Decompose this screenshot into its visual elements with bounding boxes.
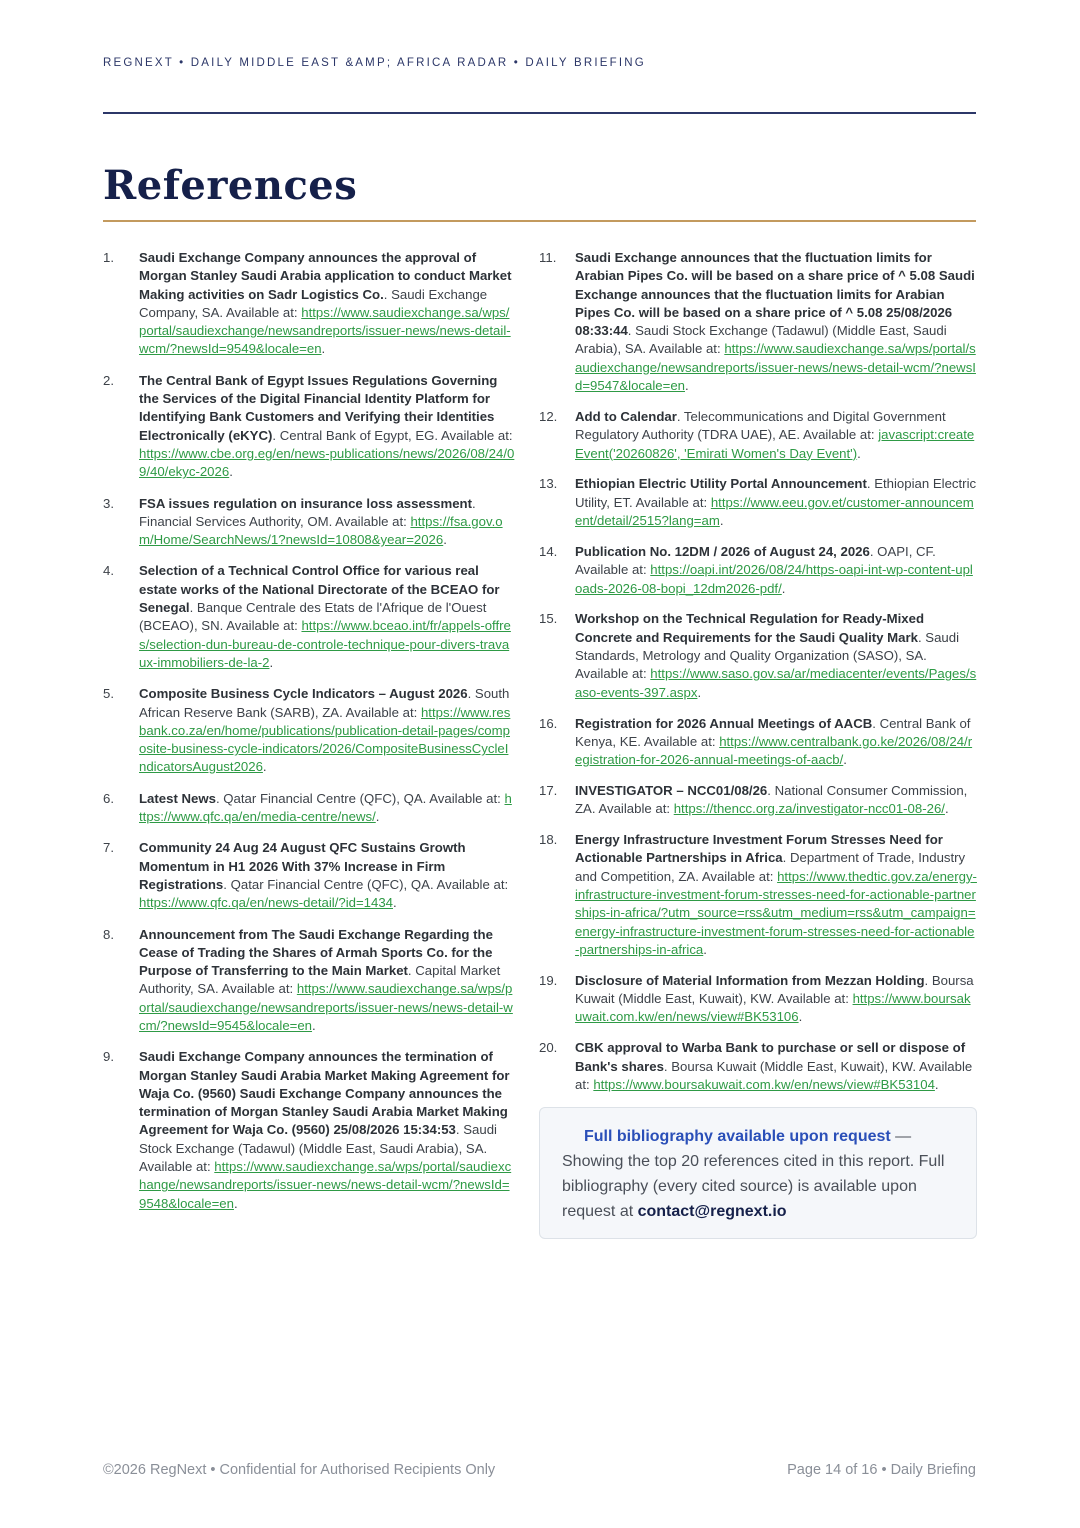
reference-source: . Saudi Stock Exchange (Tadawul) (Middle East, Saudi Arabia), SA. Available at:	[139, 1122, 497, 1175]
reference-source: . Banque Centrale des Etats de l'Afrique de l'Ouest (BCEAO), SN. Available at:	[139, 600, 487, 634]
references-column-left	[103, 249, 515, 1226]
reference-source: . Department of Trade, Industry and Competition, ZA. Available at:	[575, 850, 966, 884]
reference-number: 12.	[539, 408, 558, 424]
reference-link[interactable]: https://www.centralbank.go.ke/2026/08/24/registration-for-2026-annual-meetings-of-aacb/	[575, 733, 973, 768]
reference-number: 14.	[539, 543, 558, 559]
reference-link[interactable]: https://www.boursakuwait.com.kw/en/news/view#BK53104	[593, 1076, 935, 1092]
reference-source: . Capital Market Authority, SA. Available at:	[139, 963, 501, 997]
reference-number: 17.	[539, 782, 558, 798]
reference-source: . Boursa Kuwait (Middle East, Kuwait), KW. Available at:	[575, 1058, 973, 1092]
reference-number: 13.	[539, 476, 558, 492]
reference-link[interactable]: https://thencc.org.za/investigator-ncc01-08-26/	[673, 801, 945, 817]
reference-link[interactable]: https://www.thedtic.gov.za/energy-infrastructure-investment-forum-stresses-need-for-actionable-partnerships-in-africa/?utm_source=rss&utm_medium=rss&utm_campaign=energy-infrastructure-investment-forum-stresses-need-for-actionable-partnerships-in-africa	[575, 868, 977, 957]
reference-title: Energy Infrastructure Investment Forum Stresses Need for Actionable Partnerships in Africa	[575, 832, 943, 866]
reference-number: 18.	[539, 832, 558, 848]
reference-title: Composite Business Cycle Indicators – August 2026	[139, 686, 468, 702]
reference-item: 19. Disclosure of Material Information from Mezzan Holding. Boursa Kuwait (Middle East, Kuwait), KW. Available at: https://www.boursakuwait.com.kw/en/news/view#BK53106.	[539, 972, 974, 1025]
reference-source: . Central Bank of Kenya, KE. Available at:	[575, 715, 971, 749]
reference-number: 16.	[539, 715, 558, 731]
reference-item: 1. Saudi Exchange Company announces the approval of Morgan Stanley Saudi Arabia application to conduct Market Making activities on Sadr Logistics Co.. Saudi Exchange Company, SA. Available at: https://www.saudiexchange.sa/wps/portal/saudiexchange/newsandreports/issuer-news/news-detail-wcm/?newsId=9549&locale=en.	[103, 250, 512, 357]
reference-source: . Boursa Kuwait (Middle East, Kuwait), KW. Available at:	[575, 972, 974, 1007]
reference-number: 15.	[539, 611, 558, 627]
reference-source: . Qatar Financial Centre (QFC), QA. Available at:	[223, 876, 509, 892]
footer-copyright: ©2026 RegNext • Confidential for Authorised Recipients Only	[103, 1462, 496, 1478]
reference-number: 9.	[103, 1049, 114, 1065]
reference-source: . Saudi Stock Exchange (Tadawul) (Middle East, Saudi Arabia), SA. Available at:	[575, 323, 947, 357]
reference-item: 7. Community 24 Aug 24 August QFC Sustains Growth Momentum in H1 2026 With 37% Increase in Firm Registrations. Qatar Financial Centre (QFC), QA. Available at: https://www.qfc.qa/en/news-detail/?id=1434.	[103, 840, 509, 911]
reference-number: 3.	[103, 495, 114, 511]
reference-number: 19.	[539, 972, 558, 988]
reference-title: CBK approval to Warba Bank to purchase or sell or dispose of Bank's shares	[575, 1040, 966, 1074]
reference-link[interactable]: https://fsa.gov.om/Home/SearchNews/1?newsId=10808&year=2026	[139, 513, 503, 548]
reference-item: 13. Ethiopian Electric Utility Portal Announcement. Ethiopian Electric Utility, ET. Available at: https://www.eeu.gov.et/customer-announcement/detail/2515?lang=am.	[539, 476, 977, 529]
reference-number: 6.	[103, 790, 114, 806]
reference-title: Latest News	[139, 790, 216, 806]
reference-title: Community 24 Aug 24 August QFC Sustains Growth Momentum in H1 2026 With 37% Increase in Firm Registrations	[139, 840, 466, 892]
reference-item: 3. FSA issues regulation on insurance loss assessment. Financial Services Authority, OM. Available at: https://fsa.gov.om/Home/SearchNews/1?newsId=10808&year=2026.	[103, 495, 503, 548]
reference-link[interactable]: https://www.saudiexchange.sa/wps/portal/saudiexchange/newsandreports/issuer-news/news-detail-wcm/?newsId=9545&locale=en	[139, 981, 513, 1033]
reference-item: 14. Publication No. 12DM / 2026 of August 24, 2026. OAPI, CF. Available at: https://oapi.int/2026/08/24/https-oapi-int-wp-content-uploads-2026-08-bopi_12dm2026-pdf/.	[539, 543, 973, 596]
bibliography-note-body: Showing the top 20 references cited in this report. Full bibliography (every cited source) is available upon request at	[562, 1153, 945, 1221]
reference-link[interactable]: https://www.saudiexchange.sa/wps/portal/saudiexchange/newsandreports/issuer-news/news-detail-wcm/?newsId=9547&locale=en	[575, 341, 976, 394]
footer-page-info: Page 14 of 16 • Daily Briefing	[787, 1462, 976, 1478]
reference-title: Ethiopian Electric Utility Portal Announcement	[575, 476, 867, 492]
reference-link[interactable]: https://www.qfc.qa/en/media-centre/news/	[139, 790, 512, 825]
reference-source: . Qatar Financial Centre (QFC), QA. Available at:	[215, 790, 505, 806]
reference-number: 4.	[103, 563, 114, 579]
reference-item: 11. Saudi Exchange announces that the fluctuation limits for Arabian Pipes Co. will be based on a share price of ^ 5.08 Saudi Exchange announces that the fluctuation limits for Arabian Pipes Co. will be based on a share price of ^ 5.08 25/08/2026 08:33:44. Saudi Stock Exchange (Tadawul) (Middle East, Saudi Arabia), SA. Available at: https://www.saudiexchange.sa/wps/portal/saudiexchange/newsandreports/issuer-news/news-detail-wcm/?newsId=9547&locale=en.	[539, 250, 976, 394]
reference-source: . National Consumer Commission, ZA. Available at:	[575, 782, 968, 817]
reference-title: Announcement from The Saudi Exchange Regarding the Cease of Trading the Shares of Armah Sports Co. for the Purpose of Transferring to the Main Market	[139, 926, 493, 979]
reference-number: 5.	[103, 686, 114, 702]
reference-item: 16. Registration for 2026 Annual Meetings of AACB. Central Bank of Kenya, KE. Available at: https://www.centralbank.go.ke/2026/08/24/registration-for-2026-annual-meetings-of-aacb/.	[539, 715, 973, 768]
reference-number: 8.	[103, 926, 114, 942]
reference-item: 18. Energy Infrastructure Investment Forum Stresses Need for Actionable Partnerships in Africa. Department of Trade, Industry and Competition, ZA. Available at: https://www.thedtic.gov.za/energy-infrastructure-investment-forum-stresses-need-for-actionable-partnerships-in-africa/?utm_source=rss&utm_medium=rss&utm_campaign=energy-infrastructure-investment-forum-stresses-need-for-actionable-partnerships-in-africa.	[539, 832, 977, 957]
reference-link[interactable]: https://www.saso.gov.sa/ar/mediacenter/events/Pages/saso-events-397.aspx	[575, 666, 977, 700]
reference-title: Publication No. 12DM / 2026 of August 24, 2026	[575, 543, 870, 559]
reference-number: 7.	[103, 840, 114, 856]
references-column-right	[539, 249, 977, 1239]
header-divider	[103, 112, 976, 114]
reference-title: INVESTIGATOR – NCC01/08/26	[575, 782, 768, 798]
reference-source: . Telecommunications and Digital Government Regulatory Authority (TDRA UAE), AE. Available at:	[575, 408, 946, 443]
reference-link[interactable]: https://www.bceao.int/fr/appels-offres/selection-dun-bureau-de-controle-technique-pour-divers-travaux-immobiliers-de-la-2	[139, 618, 511, 670]
reference-item: 8. Announcement from The Saudi Exchange Regarding the Cease of Trading the Shares of Armah Sports Co. for the Purpose of Transferring to the Main Market. Capital Market Authority, SA. Available at: https://www.saudiexchange.sa/wps/portal/saudiexchange/newsandreports/issuer-news/news-detail-wcm/?newsId=9545&locale=en.	[103, 926, 513, 1033]
running-header: REGNEXT • DAILY MIDDLE EAST &AMP; AFRICA RADAR • DAILY BRIEFING	[103, 57, 646, 69]
reference-title: FSA issues regulation on insurance loss assessment	[139, 495, 472, 511]
reference-source: . Financial Services Authority, OM. Available at:	[139, 495, 476, 529]
reference-item: 15. Workshop on the Technical Regulation for Ready-Mixed Concrete and Requirements for the Saudi Quality Mark. Saudi Standards, Metrology and Quality Organization (SASO), SA. Available at: https://www.saso.gov.sa/ar/mediacenter/events/Pages/saso-events-397.aspx.	[539, 611, 977, 700]
reference-title: Workshop on the Technical Regulation for Ready-Mixed Concrete and Requirements for the Saudi Quality Mark	[575, 611, 925, 645]
reference-number: 20.	[539, 1040, 558, 1056]
contact-email[interactable]: contact@regnext.io	[637, 1203, 787, 1221]
reference-link[interactable]: javascript:createEvent('20260826', 'Emirati Women's Day Event')	[575, 427, 975, 461]
reference-number: 2.	[103, 372, 114, 388]
reference-source: . Saudi Exchange Company, SA. Available at:	[139, 286, 488, 320]
reference-number: 1.	[103, 250, 114, 265]
reference-item: 6. Latest News. Qatar Financial Centre (QFC), QA. Available at: https://www.qfc.qa/en/media-centre/news/.	[103, 790, 512, 825]
reference-link[interactable]: https://www.qfc.qa/en/news-detail/?id=1434	[139, 895, 394, 911]
reference-item: 12. Add to Calendar. Telecommunications and Digital Government Regulatory Authority (TDRA UAE), AE. Available at: javascript:createEvent('20260826', 'Emirati Women's Day Event').	[539, 408, 975, 461]
reference-item: 4. Selection of a Technical Control Office for various real estate works of the National Directorate of the BCEAO for Senegal. Banque Centrale des Etats de l'Afrique de l'Ouest (BCEAO), SN. Available at: https://www.bceao.int/fr/appels-offres/selection-dun-bureau-de-controle-technique-pour-divers-travaux-immobiliers-de-la-2.	[103, 563, 511, 670]
reference-source: . Central Bank of Egypt, EG. Available at:	[272, 427, 513, 443]
reference-title: Saudi Exchange Company announces the approval of Morgan Stanley Saudi Arabia application to conduct Market Making activities on Sadr Logistics Co.	[139, 250, 512, 302]
reference-link[interactable]: https://www.resbank.co.za/en/home/publications/publication-detail-pages/composite-business-cycle-indicators/2026/CompositeBusinessCycleIndicatorsAugust2026	[139, 704, 511, 775]
reference-link[interactable]: https://www.cbe.org.eg/en/news-publications/news/2026/08/24/09/40/ekyc-2026	[139, 445, 515, 480]
bibliography-note: Full bibliography available upon request — Showing the top 20 references cited in this report. Full bibliography (every cited source) is available upon request at contact@regnext.io	[539, 1107, 977, 1239]
reference-title: Registration for 2026 Annual Meetings of AACB	[575, 715, 873, 731]
reference-source: . Ethiopian Electric Utility, ET. Available at:	[575, 476, 977, 510]
reference-title: Selection of a Technical Control Office for various real estate works of the National Directorate of the BCEAO for Senegal	[139, 563, 500, 616]
reference-item: 20. CBK approval to Warba Bank to purchase or sell or dispose of Bank's shares. Boursa Kuwait (Middle East, Kuwait), KW. Available at: https://www.boursakuwait.com.kw/en/news/view#BK53104.	[539, 1040, 973, 1092]
reference-source: . OAPI, CF. Available at:	[575, 543, 936, 578]
reference-link[interactable]: https://www.eeu.gov.et/customer-announcement/detail/2515?lang=am	[575, 494, 974, 529]
bibliography-note-lead: Full bibliography available upon request	[584, 1128, 891, 1146]
reference-title: Add to Calendar	[575, 408, 677, 424]
reference-item: 2. The Central Bank of Egypt Issues Regulations Governing the Services of the Digital Financial Identity Platform for Identifying Bank Customers and Verifying their Identities Electronically (eKYC). Central Bank of Egypt, EG. Available at: https://www.cbe.org.eg/en/news-publications/news/2026/08/24/09/40/ekyc-2026.	[103, 372, 515, 480]
reference-item: 9. Saudi Exchange Company announces the termination of Morgan Stanley Saudi Arabia Market Making Agreement for Waja Co. (9560) Saudi Exchange Company announces the termination of Morgan Stanley Saudi Arabia Market Making Agreement for Waja Co. (9560) 25/08/2026 15:34:53. Saudi Stock Exchange (Tadawul) (Middle East, Saudi Arabia), SA. Available at: https://www.saudiexchange.sa/wps/portal/saudiexchange/newsandreports/issuer-news/news-detail-wcm/?newsId=9548&locale=en.	[103, 1049, 512, 1211]
reference-link[interactable]: https://www.boursakuwait.com.kw/en/news/view#BK53106	[575, 991, 971, 1025]
reference-source: . South African Reserve Bank (SARB), ZA. Available at:	[139, 686, 510, 720]
reference-title: Disclosure of Material Information from Mezzan Holding	[575, 972, 925, 988]
reference-title: Saudi Exchange announces that the fluctuation limits for Arabian Pipes Co. will be based on a share price of ^ 5.08 Saudi Exchange announces that the fluctuation limits for Arabian Pipes Co. will be based on a share price of ^ 5.08 25/08/2026 08:33:44	[575, 250, 975, 339]
reference-item: 17. INVESTIGATOR – NCC01/08/26. National Consumer Commission, ZA. Available at: https://thencc.org.za/investigator-ncc01-08-26/.	[539, 782, 968, 817]
reference-title: Saudi Exchange Company announces the termination of Morgan Stanley Saudi Arabia Market Making Agreement for Waja Co. (9560) Saudi Exchange Company announces the termination of Morgan Stanley Saudi Arabia Market Making Agreement for Waja Co. (9560) 25/08/2026 15:34:53	[139, 1049, 510, 1138]
reference-link[interactable]: https://oapi.int/2026/08/24/https-oapi-int-wp-content-uploads-2026-08-bopi_12dm2026-pdf/	[575, 562, 973, 596]
title-divider	[103, 220, 976, 222]
reference-item: 5. Composite Business Cycle Indicators – August 2026. South African Reserve Bank (SARB), ZA. Available at: https://www.resbank.co.za/en/home/publications/publication-detail-pages/composite-business-cycle-indicators/2026/CompositeBusinessCycleIndicatorsAugust2026.	[103, 686, 511, 775]
reference-link[interactable]: https://www.saudiexchange.sa/wps/portal/saudiexchange/newsandreports/issuer-news/news-detail-wcm/?newsId=9548&locale=en	[139, 1159, 512, 1211]
page-title: References	[103, 162, 358, 209]
reference-title: The Central Bank of Egypt Issues Regulations Governing the Services of the Digital Financial Identity Platform for Identifying Bank Customers and Verifying their Identities Electronically (eKYC)	[139, 372, 498, 443]
reference-link[interactable]: https://www.saudiexchange.sa/wps/portal/saudiexchange/newsandreports/issuer-news/news-detail-wcm/?newsId=9549&locale=en	[139, 304, 511, 357]
reference-source: . Saudi Standards, Metrology and Quality Organization (SASO), SA. Available at:	[575, 629, 960, 682]
reference-number: 11.	[539, 250, 557, 265]
